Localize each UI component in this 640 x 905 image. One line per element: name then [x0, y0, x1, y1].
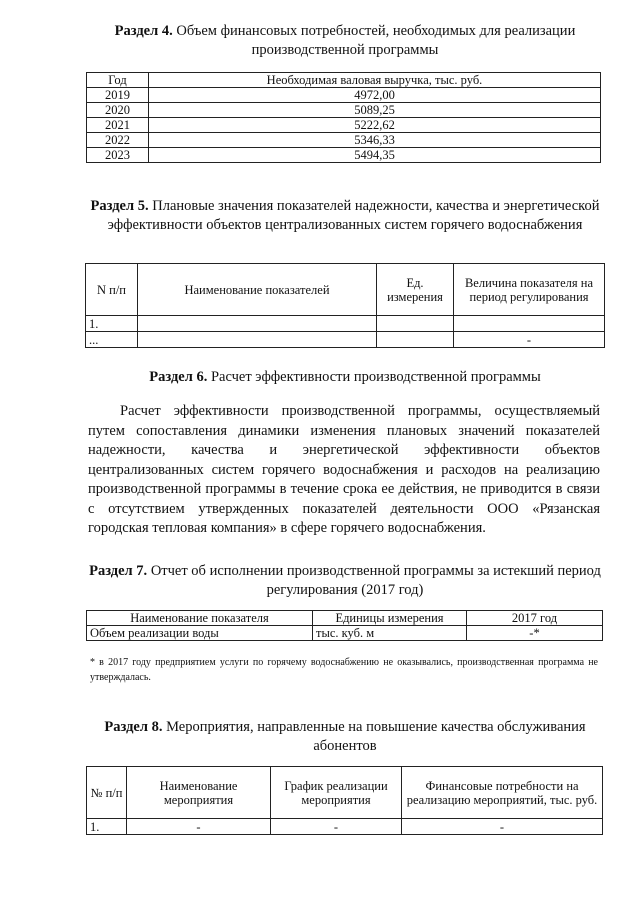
table-cell: 2022 — [87, 133, 149, 148]
table-cell: 2021 — [87, 118, 149, 133]
column-header: Наименование показателя — [87, 611, 313, 626]
table-row — [87, 819, 603, 835]
table-cell: 1. — [86, 316, 138, 332]
table-cell: 5222,62 — [149, 118, 601, 133]
section-6-title: Раздел 6. Расчет эффективности производственной программы — [149, 369, 541, 385]
column-header: Единицы измерения — [313, 611, 467, 626]
paragraph-text: Расчет эффективности производственной программы, осуществляемый путем сопоставления динамики изменения плановых значений показателей надежности, качества и энергетической эффективности объектов централизованных систем горячего водоснабжения и расходов на реализацию производственной программы в течение срока ее действия, не приводится в связи с отсутствием утвержденных показателей деятельности ООО «Рязанская городская тепловая компания» в сфере горячего водоснабжения. — [88, 403, 600, 536]
table-cell: 5346,33 — [149, 133, 601, 148]
column-header: Наименование показателей — [138, 264, 377, 316]
table-cell: -* — [467, 626, 603, 641]
table-cell — [138, 316, 377, 332]
table-cell — [138, 332, 377, 348]
section-8-title: Раздел 8. Мероприятия, направленные на повышение качества обслуживания абонентов — [104, 719, 586, 754]
section-4-table — [86, 72, 601, 163]
table-cell — [454, 316, 605, 332]
table-cell — [377, 316, 454, 332]
table-cell: 2023 — [87, 148, 149, 163]
table-cell: - — [454, 332, 605, 348]
table-row — [87, 103, 601, 118]
table-cell: тыс. куб. м — [313, 626, 467, 641]
section-4-title: Раздел 4. Объем финансовых потребностей, необходимых для реализации производственной программы — [114, 23, 576, 58]
table-header-row — [87, 611, 603, 626]
column-header: N п/п — [86, 264, 138, 316]
column-header: Год — [87, 73, 149, 88]
table-cell: 2020 — [87, 103, 149, 118]
table-row — [87, 88, 601, 103]
section-7-title: Раздел 7. Отчет об исполнении производственной программы за истекший период регулирования (2017 год) — [89, 563, 601, 598]
table-cell: 1. — [87, 819, 127, 835]
table-row — [87, 118, 601, 133]
table-row — [87, 148, 601, 163]
table-row — [86, 332, 605, 348]
table-cell: 5089,25 — [149, 103, 601, 118]
column-header: Ед. измерения — [377, 264, 454, 316]
table-row — [87, 626, 603, 641]
column-header: Наименование мероприятия — [127, 767, 271, 819]
table-cell: - — [127, 819, 271, 835]
table-header-row — [86, 264, 605, 316]
column-header: Необходимая валовая выручка, тыс. руб. — [149, 73, 601, 88]
table-cell: - — [402, 819, 603, 835]
table-header-row — [87, 73, 601, 88]
table-cell: 2019 — [87, 88, 149, 103]
section-7-footnote: * в 2017 году предприятием услуги по горячему водоснабжению не оказывались, производственная программа не утверждалась. — [90, 657, 598, 683]
column-header: График реализации мероприятия — [271, 767, 402, 819]
column-header: Финансовые потребности на реализацию мероприятий, тыс. руб. — [402, 767, 603, 819]
section-5-table — [85, 263, 605, 348]
table-header-row — [87, 767, 603, 819]
column-header: № п/п — [87, 767, 127, 819]
table-cell: - — [271, 819, 402, 835]
column-header: 2017 год — [467, 611, 603, 626]
column-header: Величина показателя на период регулирования — [454, 264, 605, 316]
table-cell: 4972,00 — [149, 88, 601, 103]
section-8-table — [86, 766, 603, 835]
table-cell: ... — [86, 332, 138, 348]
table-cell: Объем реализации воды — [87, 626, 313, 641]
section-6-paragraph — [88, 402, 600, 539]
table-row — [86, 316, 605, 332]
table-cell: 5494,35 — [149, 148, 601, 163]
section-7-table — [86, 610, 603, 641]
table-row — [87, 133, 601, 148]
table-cell — [377, 332, 454, 348]
section-5-title: Раздел 5. Плановые значения показателей надежности, качества и энергетической эффективности объектов централизованных систем горячего водоснабжения — [90, 198, 600, 233]
